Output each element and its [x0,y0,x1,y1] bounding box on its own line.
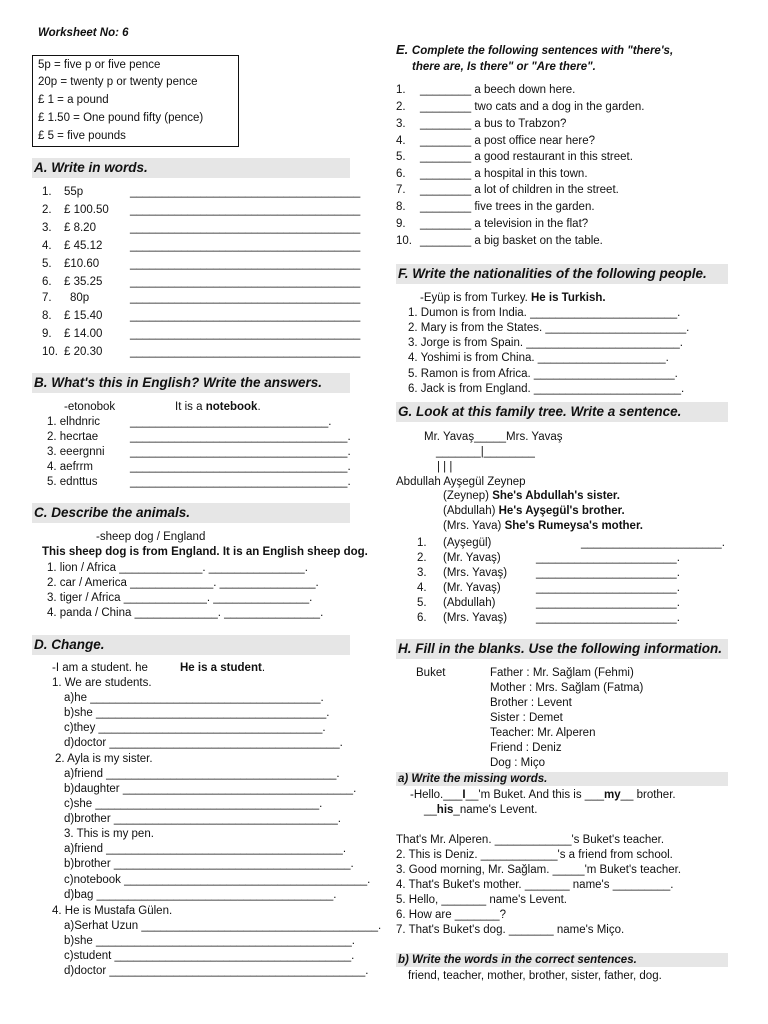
exercise-line: 4. He is Mustafa Gülen. [52,905,173,917]
exercise-line: 3. This is my pen. [64,828,154,840]
subsection-a-title: a) Write the missing words. [396,772,728,786]
list-item-number: 2. [42,204,52,216]
list-item-number: 1. [396,84,406,96]
example-prompt: -I am a student. he [52,662,148,674]
exercise-line[interactable]: 6. Jack is from England. _______________________. [408,383,685,395]
example-subject: (Abdullah) [443,505,499,517]
answer-blank[interactable]: ______________________. [536,567,680,579]
section-d-title: D. Change. [32,635,350,655]
answer-blank[interactable]: _______________________________. [130,416,332,428]
section-e-title-text: Complete the following sentences with "there's, [411,45,674,57]
list-item-number: 2. [417,552,427,564]
example-answer: He's Ayşegül's brother. [498,505,625,517]
section-b-title: B. What's this in English? Write the answers. [32,373,350,393]
example-answer: She's Abdullah's sister. [492,490,620,502]
exercise-line[interactable]: b)she ____________________________________. [64,707,330,719]
person-name: Buket [416,667,446,679]
answer-blank[interactable]: ______________________. [536,582,680,594]
list-item-number: 4. [42,240,52,252]
example-answer [175,400,261,414]
example-prompt [420,291,606,305]
family-member: (Mrs. Yavaş) [443,612,508,624]
exercise-line[interactable]: ________ a television in the flat? [420,218,589,230]
exercise-line[interactable]: 1. Dumon is from India. _______________________. [408,307,681,319]
example-answer-suffix: . [257,401,261,413]
info-line: Sister : Demet [490,712,563,724]
example-answer: This sheep dog is from England. It is an English sheep dog. [42,546,368,558]
list-item-number: 7. [396,184,406,196]
list-item-number: 6. [396,168,406,180]
exercise-line[interactable]: a)friend ____________________________________. [64,768,340,780]
list-item-number: 8. [396,201,406,213]
list-item-number: 6. [417,612,427,624]
answer-blank[interactable]: ______________________. [581,537,725,549]
list-item-value: 80p [70,292,90,304]
exercise-line[interactable]: ________ a hospital in this town. [420,168,588,180]
list-item-number: 6. [42,276,52,288]
list-item-value: £ 35.25 [64,276,103,288]
money-box-line: £ 1 = a pound [38,94,109,106]
info-line: Father : Mr. Sağlam (Fehmi) [490,667,634,679]
money-box [32,55,239,147]
family-tree-parents: Mr. Yavaş_____Mrs. Yavaş [424,431,563,443]
info-line: Teacher: Mr. Alperen [490,727,596,739]
example-part: __ [424,804,437,816]
example-answer: He is Turkish. [531,292,606,304]
exercise-line[interactable]: c)student _____________________________________. [64,950,355,962]
exercise-line[interactable]: d)doctor ____________________________________. [64,737,343,749]
example-sentence [410,788,676,802]
exercise-line[interactable]: ________ a bus to Trabzon? [420,118,567,130]
money-box-line: £ 1.50 = One pound fifty (pence) [38,112,204,124]
list-item-number: 10. [42,346,58,358]
list-item-number: 3. [42,222,52,234]
family-member: (Mrs. Yavaş) [443,567,508,579]
list-item-value: £ 100.50 [64,204,109,216]
answer-blank[interactable]: ____________________________________ [130,276,361,288]
example-sentence [443,519,643,533]
answer-blank[interactable]: ____________________________________ [130,292,361,304]
example-answer: my [603,789,621,801]
section-e-title [396,43,673,58]
info-line: Dog : Miço [490,757,545,769]
exercise-line[interactable]: ________ a beech down here. [420,84,576,96]
example-part: _name's Levent. [453,804,538,816]
scrambled-word: 4. aefrrm [47,461,94,473]
exercise-line[interactable]: 2. This is Deniz. ____________'s a friend from school. [396,849,673,861]
list-item-number: 7. [42,292,52,304]
answer-blank[interactable]: ____________________________________ [130,222,361,234]
word-bank: friend, teacher, mother, brother, sister, father, dog. [408,970,662,982]
example-answer [180,661,265,675]
exercise-line[interactable]: ________ five trees in the garden. [420,201,595,213]
list-item-number: 5. [396,151,406,163]
section-e-title-line2: there are, Is there" or "Are there". [412,61,596,73]
list-item-number: 2. [396,101,406,113]
example-answer-suffix: . [261,662,266,674]
example-answer: his [436,804,454,816]
section-a-title: A. Write in words. [32,158,350,178]
example-subject: (Zeynep) [443,490,493,502]
exercise-line[interactable]: 5. Ramon is from Africa. ______________________. [408,368,678,380]
answer-blank[interactable]: __________________________________. [130,476,351,488]
example-prompt-text: -Eyüp is from Turkey. [420,292,528,304]
example-answer-text: He is a student [180,662,262,674]
section-h-title: H. Fill in the blanks. Use the following information. [396,639,728,659]
example-part: __ brother. [620,789,676,801]
scrambled-word: 2. hecrtae [47,431,99,443]
exercise-line[interactable]: 6. How are _______? [396,909,506,921]
list-item-number: 9. [42,328,52,340]
scrambled-word: 3. eeergnni [47,446,105,458]
example-answer-prefix: It is a [175,401,206,413]
list-item-value: 55p [64,186,84,198]
scrambled-word: 1. elhdnric [47,416,101,428]
list-item-number: 3. [396,118,406,130]
exercise-line[interactable]: c)she ___________________________________. [64,798,323,810]
answer-blank[interactable]: __________________________________. [130,431,351,443]
answer-blank[interactable]: ____________________________________ [130,346,361,358]
exercise-line[interactable]: ________ a good restaurant in this street. [420,151,633,163]
worksheet-title: Worksheet No: 6 [38,27,129,39]
exercise-line[interactable]: 4. Yoshimi is from China. ____________________. [408,352,669,364]
exercise-line[interactable]: b)brother _____________________________________. [64,858,354,870]
list-item-number: 4. [396,135,406,147]
section-g-title: G. Look at this family tree. Write a sentence. [396,402,728,422]
list-item-number: 10. [396,235,412,247]
list-item-value: £ 15.40 [64,310,103,322]
example-sentence [443,489,620,503]
info-line: Mother : Mrs. Sağlam (Fatma) [490,682,644,694]
example-answer-word: notebook [205,401,258,413]
answer-blank[interactable]: ____________________________________ [130,258,361,270]
list-item-value: £ 8.20 [64,222,96,234]
section-f-title: F. Write the nationalities of the following people. [396,264,728,284]
family-member: (Mr. Yavaş) [443,582,501,594]
exercise-line[interactable]: 2. Mary is from the States. ______________________. [408,322,690,334]
info-line: Brother : Levent [490,697,572,709]
list-item-number: 3. [417,567,427,579]
exercise-line[interactable]: c)they ___________________________________. [64,722,326,734]
exercise-line[interactable]: 3. tiger / Africa _____________. _______________. [47,592,313,604]
list-item-number: 1. [417,537,427,549]
example-part: -Hello.___ [410,789,463,801]
exercise-line[interactable]: 5. Hello, _______ name's Levent. [396,894,567,906]
example-answer: She's Rumeysa's mother. [504,520,643,532]
exercise-line[interactable]: ________ a lot of children in the street. [420,184,619,196]
example-prompt: -sheep dog / England [96,531,206,543]
family-tree-children: Abdullah Ayşegül Zeynep [396,476,526,488]
answer-blank[interactable]: ____________________________________ [130,328,361,340]
exercise-line[interactable]: 7. That's Buket's dog. _______ name's Miço. [396,924,625,936]
example-subject: (Mrs. Yava) [443,520,505,532]
exercise-line[interactable]: 3. Good morning, Mr. Sağlam. _____'m Buket's teacher. [396,864,682,876]
list-item-value: £10.60 [64,258,100,270]
exercise-line[interactable]: ________ a post office near here? [420,135,595,147]
exercise-line[interactable]: b)she ________________________________________. [64,935,355,947]
list-item-value: £ 14.00 [64,328,103,340]
answer-blank[interactable]: __________________________________. [130,461,351,473]
exercise-line[interactable]: 4. That's Buket's mother. _______ name's _________. [396,879,674,891]
scrambled-word: 5. ednttus [47,476,98,488]
exercise-line[interactable]: a)Serhat Uzun _____________________________________. [64,920,382,932]
list-item-number: 9. [396,218,406,230]
exercise-line[interactable]: ________ a big basket on the table. [420,235,603,247]
money-box-line: 20p = twenty p or twenty pence [38,76,198,88]
answer-blank[interactable]: ______________________. [536,612,680,624]
answer-blank[interactable]: ____________________________________ [130,186,361,198]
family-tree-connector: _______|________ [436,446,535,458]
exercise-line[interactable]: ________ two cats and a dog in the garden. [420,101,645,113]
exercise-line[interactable]: a)he ____________________________________. [64,692,324,704]
example-answer: I [462,789,466,801]
list-item-number: 4. [417,582,427,594]
money-box-line: £ 5 = five pounds [38,130,126,142]
answer-blank[interactable]: ______________________. [536,597,680,609]
exercise-line[interactable]: d)bag _____________________________________. [64,889,337,901]
family-member: (Mr. Yavaş) [443,552,501,564]
section-e-letter: E. [396,42,409,57]
exercise-line[interactable]: a)friend _____________________________________. [64,843,347,855]
list-item-value: £ 20.30 [64,346,103,358]
family-tree-branches: | | | [437,461,453,473]
list-item-number: 5. [42,258,52,270]
exercise-line[interactable]: b)daughter ____________________________________. [64,783,357,795]
example-part: __'m Buket. And this is ___ [465,789,604,801]
family-member: (Abdullah) [443,597,496,609]
exercise-line[interactable]: d)brother ___________________________________. [64,813,341,825]
answer-blank[interactable]: __________________________________. [130,446,351,458]
exercise-line[interactable]: d)doctor ________________________________________. [64,965,369,977]
answer-blank[interactable]: ____________________________________ [130,204,361,216]
answer-blank[interactable]: ______________________. [536,552,680,564]
exercise-line: 2. Ayla is my sister. [55,753,153,765]
exercise-line[interactable]: 2. car / America _____________. _______________. [47,577,319,589]
answer-blank[interactable]: ____________________________________ [130,240,361,252]
exercise-line[interactable]: 1. lion / Africa _____________. _______________. [47,562,308,574]
example-word: -etonobok [64,401,116,413]
answer-blank[interactable]: ____________________________________ [130,310,361,322]
exercise-line[interactable]: 4. panda / China _____________. _______________. [47,607,324,619]
exercise-line[interactable]: 3. Jorge is from Spain. ________________________. [408,337,683,349]
exercise-line[interactable]: That's Mr. Alperen. ____________'s Buket's teacher. [396,834,665,846]
list-item-value: £ 45.12 [64,240,103,252]
exercise-line: 1. We are students. [52,677,152,689]
money-box-line: 5p = five p or five pence [38,59,161,71]
subsection-b-title: b) Write the words in the correct sentences. [396,953,728,967]
list-item-number: 1. [42,186,52,198]
list-item-number: 8. [42,310,52,322]
example-sentence [443,504,625,518]
exercise-line[interactable]: c)notebook ______________________________________. [64,874,371,886]
list-item-number: 5. [417,597,427,609]
family-member: (Ayşegül) [443,537,492,549]
example-sentence [424,803,537,817]
section-c-title: C. Describe the animals. [32,503,350,523]
info-line: Friend : Deniz [490,742,562,754]
